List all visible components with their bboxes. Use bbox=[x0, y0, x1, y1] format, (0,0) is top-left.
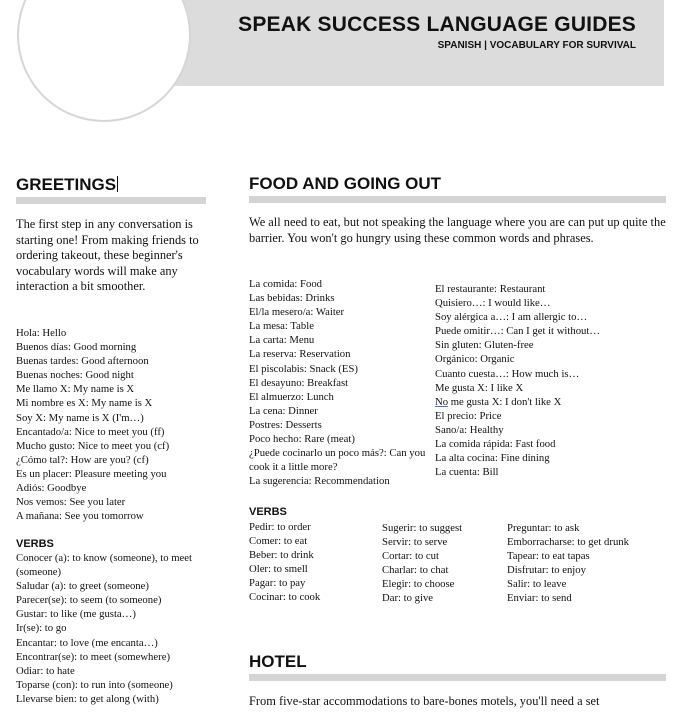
greetings-verbs-title: VERBS bbox=[16, 538, 54, 550]
food-intro: We all need to eat, but not speaking the language where you are can put up quite the barrier. You won't go hungry using these common words and phrases. bbox=[249, 215, 666, 245]
list-item: Tapear: to eat tapas bbox=[507, 550, 590, 563]
list-item: No me gusta X: I don't like X bbox=[435, 395, 562, 408]
list-item: Sano/a: Healthy bbox=[435, 423, 504, 436]
list-item: Oler: to smell bbox=[249, 563, 308, 576]
list-item: Odiar: to hate bbox=[16, 664, 75, 677]
list-item: Parecer(se): to seem (to someone) bbox=[16, 594, 162, 607]
list-item: La mesa: Table bbox=[249, 320, 314, 333]
list-item: La comida rápida: Fast food bbox=[435, 438, 556, 451]
list-item: Cortar: to cut bbox=[382, 550, 439, 563]
greetings-intro: The first step in any conversation is starting one! From making friends to ordering takeout, these beginner's vocabulary words will make any interaction a bit smoother. bbox=[16, 217, 199, 293]
list-item: La carta: Menu bbox=[249, 334, 315, 347]
list-item: Enviar: to send bbox=[507, 592, 572, 605]
list-item: El precio: Price bbox=[435, 409, 502, 422]
list-item: ¿Cómo tal?: How are you? (cf) bbox=[16, 453, 149, 466]
logo-placeholder-circle bbox=[17, 0, 191, 122]
list-item: La alta cocina: Fine dining bbox=[435, 452, 550, 465]
list-item: Saludar (a): to greet (someone) bbox=[16, 580, 149, 593]
greetings-title[interactable]: GREETINGS bbox=[16, 175, 117, 194]
brand-title: SPEAK SUCCESS LANGUAGE GUIDES bbox=[238, 13, 636, 36]
list-item: Encantar: to love (me encanta…) bbox=[16, 636, 158, 649]
list-item: Cuanto cuesta…: How much is… bbox=[435, 367, 580, 380]
list-item: Es un placer: Pleasure meeting you bbox=[16, 467, 167, 480]
list-item: Buenas noches: Good night bbox=[16, 369, 134, 382]
food-title: FOOD AND GOING OUT bbox=[249, 174, 442, 193]
list-item: Cocinar: to cook bbox=[249, 591, 321, 604]
food-vocab-col2 bbox=[435, 282, 667, 479]
list-item: Pedir: to order bbox=[249, 521, 311, 533]
list-item: Me gusta X: I like X bbox=[435, 381, 524, 394]
list-item: El piscolabis: Snack (ES) bbox=[249, 362, 358, 375]
list-item: Pagar: to pay bbox=[249, 577, 306, 590]
list-item: Encantado/a: Nice to meet you (ff) bbox=[16, 425, 165, 438]
list-item: Charlar: to chat bbox=[382, 564, 449, 577]
list-item: Nos vemos: See you later bbox=[16, 496, 126, 509]
list-item: Sugerir: to suggest bbox=[382, 522, 463, 534]
greetings-list bbox=[16, 326, 216, 523]
list-item: Beber: to drink bbox=[249, 549, 314, 562]
list-item: Elegir: to choose bbox=[382, 578, 455, 591]
list-item: El desayuno: Breakfast bbox=[249, 376, 349, 389]
list-item: Soy X: My name is X (I'm…) bbox=[16, 411, 144, 424]
spellcheck-underline: No bbox=[435, 395, 449, 408]
list-item: La cena: Dinner bbox=[249, 404, 318, 417]
list-item: Quisiero…: I would like… bbox=[435, 297, 551, 310]
list-item: Orgánico: Organic bbox=[435, 353, 515, 366]
list-item: Mucho gusto: Nice to meet you (cf) bbox=[16, 439, 170, 452]
list-item: Buenas tardes: Good afternoon bbox=[16, 355, 149, 368]
list-item: Toparse (con): to run into (someone) bbox=[16, 678, 173, 691]
list-item: Llevarse bien: to get along (with) bbox=[16, 692, 159, 705]
list-item: Salir: to leave bbox=[507, 578, 567, 591]
food-verbs-title: VERBS bbox=[249, 506, 287, 518]
list-item: Postres: Desserts bbox=[249, 418, 322, 431]
hotel-title: HOTEL bbox=[249, 652, 307, 671]
list-item: Las bebidas: Drinks bbox=[249, 292, 335, 305]
text-cursor bbox=[117, 176, 118, 192]
list-item: El/la mesero/a: Waiter bbox=[249, 306, 345, 319]
food-rule bbox=[249, 196, 666, 203]
list-item: Preguntar: to ask bbox=[507, 522, 580, 534]
list-item: El restaurante: Restaurant bbox=[435, 283, 546, 295]
greetings-rule bbox=[16, 197, 206, 204]
list-item: La reserva: Reservation bbox=[249, 348, 351, 361]
hotel-intro: From five-star accommodations to bare-bones motels, you'll need a set bbox=[249, 694, 600, 708]
food-verbs-col1 bbox=[249, 520, 379, 605]
food-verbs-col3 bbox=[507, 521, 667, 606]
list-item: Conocer (a): to know (someone), to meet (someone) bbox=[16, 552, 192, 579]
food-verbs-col2 bbox=[382, 521, 506, 606]
list-item: Buenos días: Good morning bbox=[16, 341, 137, 354]
list-item: Ir(se): to go bbox=[16, 622, 67, 635]
list-item: Poco hecho: Rare (meat) bbox=[249, 433, 355, 446]
brand-subtitle: SPANISH | VOCABULARY FOR SURVIVAL bbox=[437, 40, 636, 51]
list-item: Servir: to serve bbox=[382, 536, 448, 549]
list-item: Hola: Hello bbox=[16, 327, 67, 339]
list-item: A mañana: See you tomorrow bbox=[16, 510, 144, 523]
hotel-rule bbox=[249, 674, 666, 681]
list-item: La comida: Food bbox=[249, 278, 323, 290]
list-item: Sin gluten: Gluten-free bbox=[435, 339, 534, 352]
list-item: La cuenta: Bill bbox=[435, 466, 499, 479]
list-item: Emborracharse: to get drunk bbox=[507, 536, 629, 549]
list-item: ¿Puede cocinarlo un poco más?: Can you cook it a little more? bbox=[249, 447, 426, 474]
list-item: Soy alérgica a…: I am allergic to… bbox=[435, 311, 588, 324]
list-item: Mi nombre es X: My name is X bbox=[16, 397, 153, 410]
list-item: La sugerencia: Recommendation bbox=[249, 475, 390, 488]
list-item: Gustar: to like (me gusta…) bbox=[16, 608, 136, 621]
list-item: Comer: to eat bbox=[249, 535, 308, 548]
list-item: Disfrutar: to enjoy bbox=[507, 564, 586, 577]
list-item: Encontrar(se): to meet (somewhere) bbox=[16, 650, 171, 663]
list-item: Dar: to give bbox=[382, 592, 434, 605]
list-item: Puede omitir…: Can I get it without… bbox=[435, 325, 601, 338]
food-vocab-col1 bbox=[249, 277, 431, 488]
list-item: Me llamo X: My name is X bbox=[16, 383, 135, 396]
list-item: Adiós: Goodbye bbox=[16, 482, 87, 495]
list-item: El almuerzo: Lunch bbox=[249, 390, 334, 403]
greetings-verbs-list bbox=[16, 551, 214, 706]
